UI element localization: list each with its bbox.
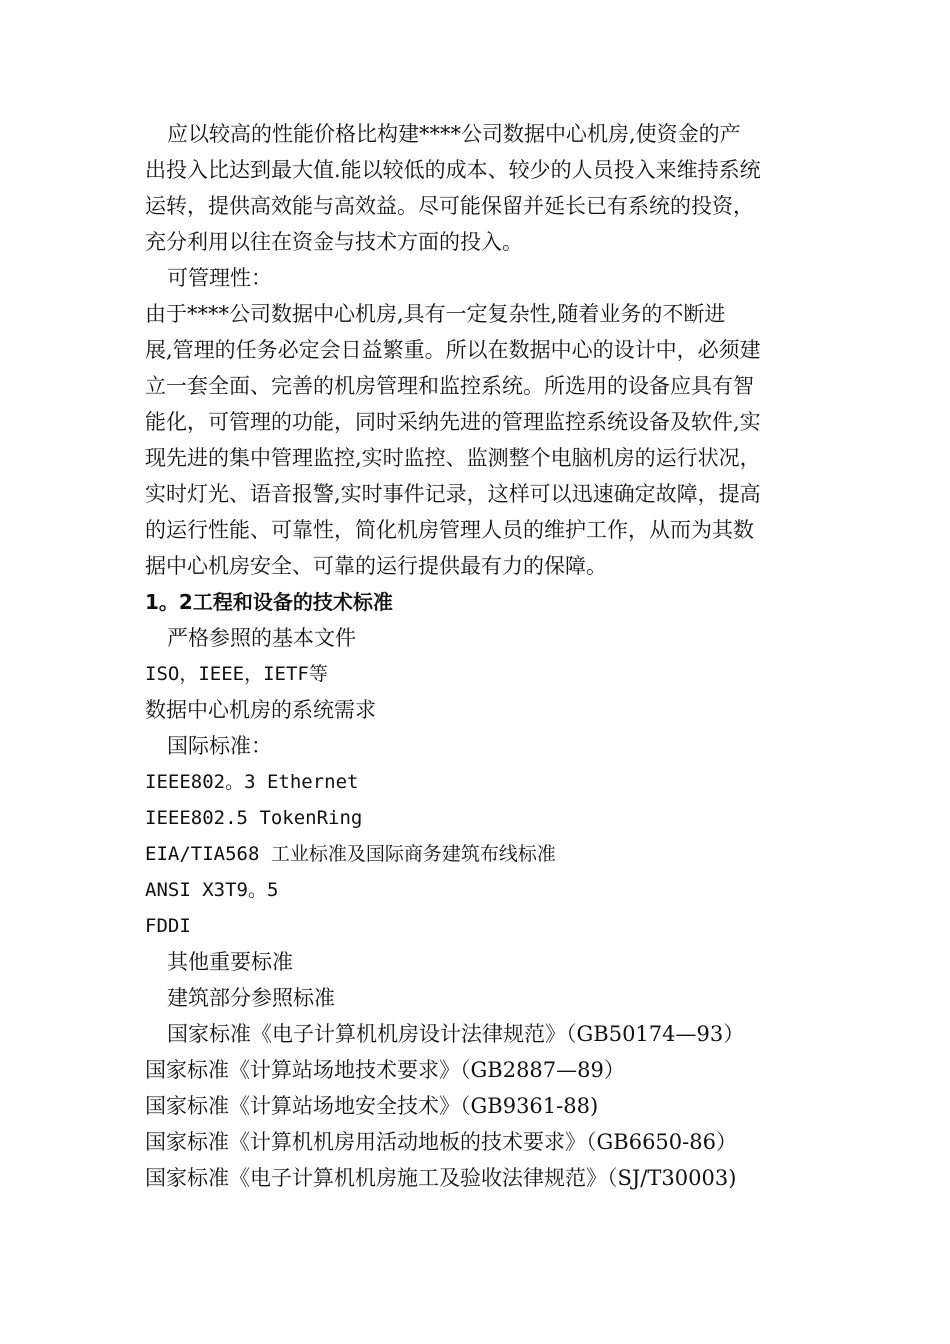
- list-item: 其他重要标准: [167, 950, 293, 974]
- list-item: FDDI: [145, 915, 191, 937]
- list-item: 国家标准《电子计算机机房施工及验收法律规范》（SJ/T30003): [145, 1166, 737, 1190]
- list-item: 国家标准《计算机机房用活动地板的技术要求》（GB6650-86）: [145, 1130, 737, 1154]
- list-item: EIA/TIA568 工业标准及国际商务建筑布线标准: [145, 843, 556, 865]
- paragraph-line: 出投入比达到最大值.能以较低的成本、较少的人员投入来维持系统: [145, 158, 761, 182]
- paragraph-line: 运转，提供高效能与高效益。尽可能保留并延长已有系统的投资，: [145, 194, 754, 218]
- paragraph-line: 应以较高的性能价格比构建****公司数据中心机房,使资金的产: [167, 122, 741, 146]
- list-item: 严格参照的基本文件: [167, 626, 356, 650]
- list-item: 国家标准《计算站场地安全技术》（GB9361-88): [145, 1094, 599, 1118]
- list-item: 国家标准《电子计算机机房设计法律规范》（GB50174—93）: [167, 1022, 745, 1046]
- list-item: ISO，IEEE，IETF等: [145, 663, 328, 685]
- paragraph-line: 据中心机房安全、可靠的运行提供最有力的保障。: [145, 554, 607, 578]
- paragraph-line: 实时灯光、语音报警,实时事件记录，这样可以迅速确定故障，提高: [145, 482, 761, 506]
- list-item: 建筑部分参照标准: [167, 986, 335, 1010]
- paragraph-line: 充分利用以往在资金与技术方面的投入。: [145, 230, 523, 254]
- paragraph-line: 立一套全面、完善的机房管理和监控系统。所选用的设备应具有智: [145, 374, 754, 398]
- list-item: IEEE802。3 Ethernet: [145, 771, 359, 793]
- list-item: 国家标准《计算站场地技术要求》（GB2887—89）: [145, 1058, 625, 1082]
- paragraph-line: 现先进的集中管理监控,实时监控、监测整个电脑机房的运行状况，: [145, 446, 761, 470]
- paragraph-line: 能化，可管理的功能，同时采纳先进的管理监控系统设备及软件,实: [145, 410, 761, 434]
- list-item: IEEE802.5 TokenRing: [145, 807, 363, 829]
- paragraph-line: 由于****公司数据中心机房,具有一定复杂性,随着业务的不断进: [145, 302, 726, 326]
- subheading-manageability: 可管理性：: [167, 266, 272, 290]
- section-heading: 1。2工程和设备的技术标准: [145, 590, 393, 614]
- list-item: 国际标准：: [167, 734, 272, 758]
- document-body: [145, 116, 810, 1196]
- list-item: ANSI X3T9。5: [145, 879, 279, 901]
- list-item: 数据中心机房的系统需求: [145, 698, 376, 722]
- paragraph-line: 的运行性能、可靠性，简化机房管理人员的维护工作，从而为其数: [145, 518, 754, 542]
- paragraph-line: 展,管理的任务必定会日益繁重。所以在数据中心的设计中，必须建: [145, 338, 761, 362]
